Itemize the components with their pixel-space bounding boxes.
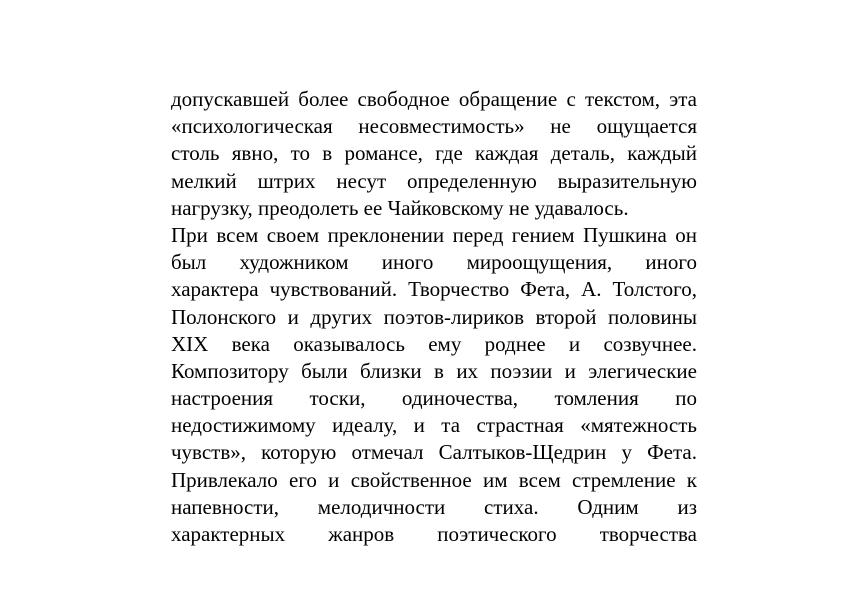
paragraph-1 (171, 86, 697, 222)
text-line: допускавшей более свободное обращение с текстом, эта (171, 87, 697, 111)
text-line: Полонского и других поэтов-лириков второй половины (171, 304, 697, 329)
text-line: XIX века оказывалось ему роднее и созвучнее. (171, 331, 697, 356)
paragraph-2 (171, 222, 697, 548)
body-text (171, 86, 697, 548)
text-line: был художником иного мироощущения, иного (171, 250, 697, 275)
text-line: характера чувствований. Творчество Фета, А. Толстого, (171, 277, 697, 302)
text-line: недостижимому идеалу, и та страстная «мятежность (171, 413, 697, 438)
text-line: характерных жанров поэтического творчества (171, 522, 697, 546)
text-line: чувств», которую отмечал Салтыков-Щедрин у Фета. (171, 440, 697, 465)
text-line: напевности, мелодичности стиха. Одним из (171, 494, 697, 519)
text-line: «психологическая несовместимость» не ощущается (171, 114, 697, 139)
text-line: При всем своем преклонении перед гением Пушкина он (171, 222, 697, 247)
text-line: Композитору были близки в их поэзии и элегические (171, 358, 697, 383)
text-line: столь явно, то в романсе, где каждая деталь, каждый (171, 141, 697, 166)
text-line: настроения тоски, одиночества, томления по (171, 386, 697, 411)
text-line: мелкий штрих несут определенную выразительную (171, 168, 697, 193)
text-line: нагрузку, преодолеть ее Чайковскому не удавалось. (171, 195, 629, 220)
text-line: Привлекало его и свойственное им всем стремление к (171, 467, 697, 492)
